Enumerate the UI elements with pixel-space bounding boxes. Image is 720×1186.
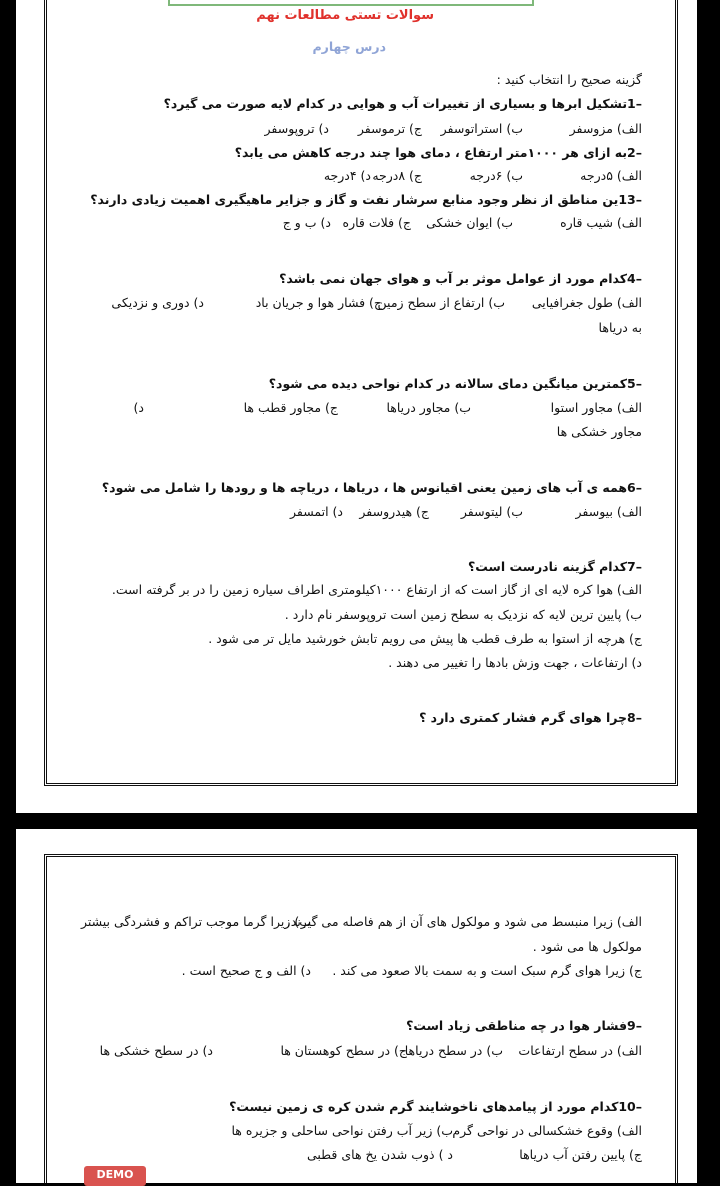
q5-option-d-cont: مجاور خشکی ها [556, 424, 642, 439]
q2-option-a[interactable]: الف) ۵درجه [580, 168, 642, 183]
question-5: –5کمترین میانگین دمای سالانه در کدام نواحی دیده می شود؟ [268, 376, 642, 391]
q1-option-c[interactable]: ج) ترموسفر [357, 121, 422, 136]
question-1: –1تشکیل ابرها و بسیاری از تغییرات آب و هوایی در کدام لایه صورت می گیرد؟ [163, 96, 642, 111]
q3-option-a[interactable]: الف) شیب قاره [560, 215, 642, 230]
q3-option-d[interactable]: د) ب و ج [282, 215, 331, 230]
q4-option-d-cont: به دریاها [598, 320, 642, 335]
q5-option-d[interactable]: د) [133, 400, 144, 415]
q9-option-d[interactable]: د) در سطح خشکی ها [99, 1043, 213, 1058]
lesson-title: درس چهارم [312, 39, 386, 54]
q2-option-b[interactable]: ب) ۶درجه [469, 168, 523, 183]
q10-option-b[interactable]: ب) زیر آب رفتن نواحی ساحلی و جزیره ها [231, 1123, 453, 1138]
question-4: –4کدام مورد از عوامل موثر بر آب و هوای جهان نمی باشد؟ [279, 271, 642, 286]
page-title: سوالات تستی مطالعات نهم [256, 8, 434, 23]
q5-option-c[interactable]: ج) مجاور قطب ها [243, 400, 338, 415]
q10-option-d[interactable]: د ) ذوب شدن یخ های قطبی [306, 1147, 453, 1162]
q9-option-c[interactable]: ج) در سطح کوهستان ها [280, 1043, 407, 1058]
q5-option-b[interactable]: ب) مجاور دریاها [386, 400, 471, 415]
q8-option-b[interactable]: ب) زیرا گرما موجب تراکم و فشردگی بیشتر [80, 914, 311, 929]
q6-option-c[interactable]: ج) هیدروسفر [359, 504, 429, 519]
q8-option-c[interactable]: ج) زیرا هوای گرم سبک است و به سمت بالا صعود می کند . [332, 963, 642, 978]
q7-option-a[interactable]: الف) هوا کره لایه ای از گاز است که از ارتفاع ۱۰۰۰کیلومتری اطراف سیاره زمین را در بر گرفته است. [111, 582, 642, 597]
q4-option-d[interactable]: د) دوری و نزدیکی [111, 295, 204, 310]
question-7: –7کدام گزینه نادرست است؟ [468, 559, 642, 574]
q3-option-c[interactable]: ج) فلات قاره [342, 215, 411, 230]
question-8: –8چرا هوای گرم فشار کمتری دارد ؟ [419, 710, 642, 725]
q5-option-a[interactable]: الف) مجاور استوا [550, 400, 642, 415]
q8-option-a[interactable]: الف) زیرا منبسط می شود و مولکول های آن از هم فاصله می گیرند. [286, 914, 642, 929]
question-9: –9فشار هوا در چه مناطقی زیاد است؟ [406, 1018, 642, 1033]
q1-option-b[interactable]: ب) استراتوسفر [440, 121, 523, 136]
q7-option-c[interactable]: ج) هرچه از استوا به طرف قطب ها پیش می رویم تابش خورشید مایل تر می شود . [208, 631, 642, 646]
demo-stamp: DEMO [84, 1166, 146, 1186]
instruction: گزینه صحیح را انتخاب کنید : [496, 72, 642, 87]
q9-option-b[interactable]: ب) در سطح دریاها [404, 1043, 503, 1058]
q6-option-b[interactable]: ب) لیتوسفر [460, 504, 523, 519]
question-3: –13ین مناطق از نظر وجود منابع سرشار نفت و گاز و جزایر ماهیگیری اهمیت زیادی دارند؟ [90, 192, 642, 207]
q6-option-a[interactable]: الف) بیوسفر [575, 504, 642, 519]
question-6: –6همه ی آب های زمین یعنی اقیانوس ها ، دریاها ، دریاچه ها و رودها را شامل می شود؟ [101, 480, 642, 495]
question-2: –2به ازای هر ۱۰۰۰متر ارتفاع ، دمای هوا چند درجه کاهش می یابد؟ [234, 145, 642, 160]
q6-option-d[interactable]: د) اتمسفر [290, 504, 343, 519]
q10-option-c[interactable]: ج) پایین رفتن آب دریاها [519, 1147, 642, 1162]
q2-option-c[interactable]: ج) ۸درجه [372, 168, 422, 183]
q8-option-d[interactable]: د) الف و ج صحیح است . [181, 963, 311, 978]
header-box [168, 0, 534, 6]
q7-option-d[interactable]: د) ارتفاعات ، جهت وزش بادها را تغییر می دهند . [388, 655, 642, 670]
question-10: –10کدام مورد از پیامدهای ناخوشایند گرم شدن کره ی زمین نیست؟ [229, 1099, 642, 1114]
q1-option-a[interactable]: الف) مزوسفر [569, 121, 642, 136]
q1-option-d[interactable]: د) تروپوسفر [264, 121, 329, 136]
q2-option-d[interactable]: د) ۴درجه [323, 168, 371, 183]
page-2 [16, 829, 697, 1183]
q3-option-b[interactable]: ب) ایوان خشکی [426, 215, 513, 230]
q10-option-a[interactable]: الف) وقوع خشکسالی در نواحی گرم [452, 1123, 642, 1138]
q7-option-b[interactable]: ب) پایین ترین لایه که نزدیک به سطح زمین است تروپوسفر نام دارد . [284, 607, 642, 622]
q4-option-a[interactable]: الف) طول جغرافیایی [531, 295, 642, 310]
q9-option-a[interactable]: الف) در سطح ارتفاعات [518, 1043, 642, 1058]
q4-option-c[interactable]: ج) فشار هوا و جریان باد [255, 295, 382, 310]
page-1 [16, 0, 697, 813]
q8-option-b-cont: مولکول ها می شود . [532, 939, 642, 954]
q4-option-b[interactable]: ب) ارتفاع از سطح زمین [377, 295, 505, 310]
